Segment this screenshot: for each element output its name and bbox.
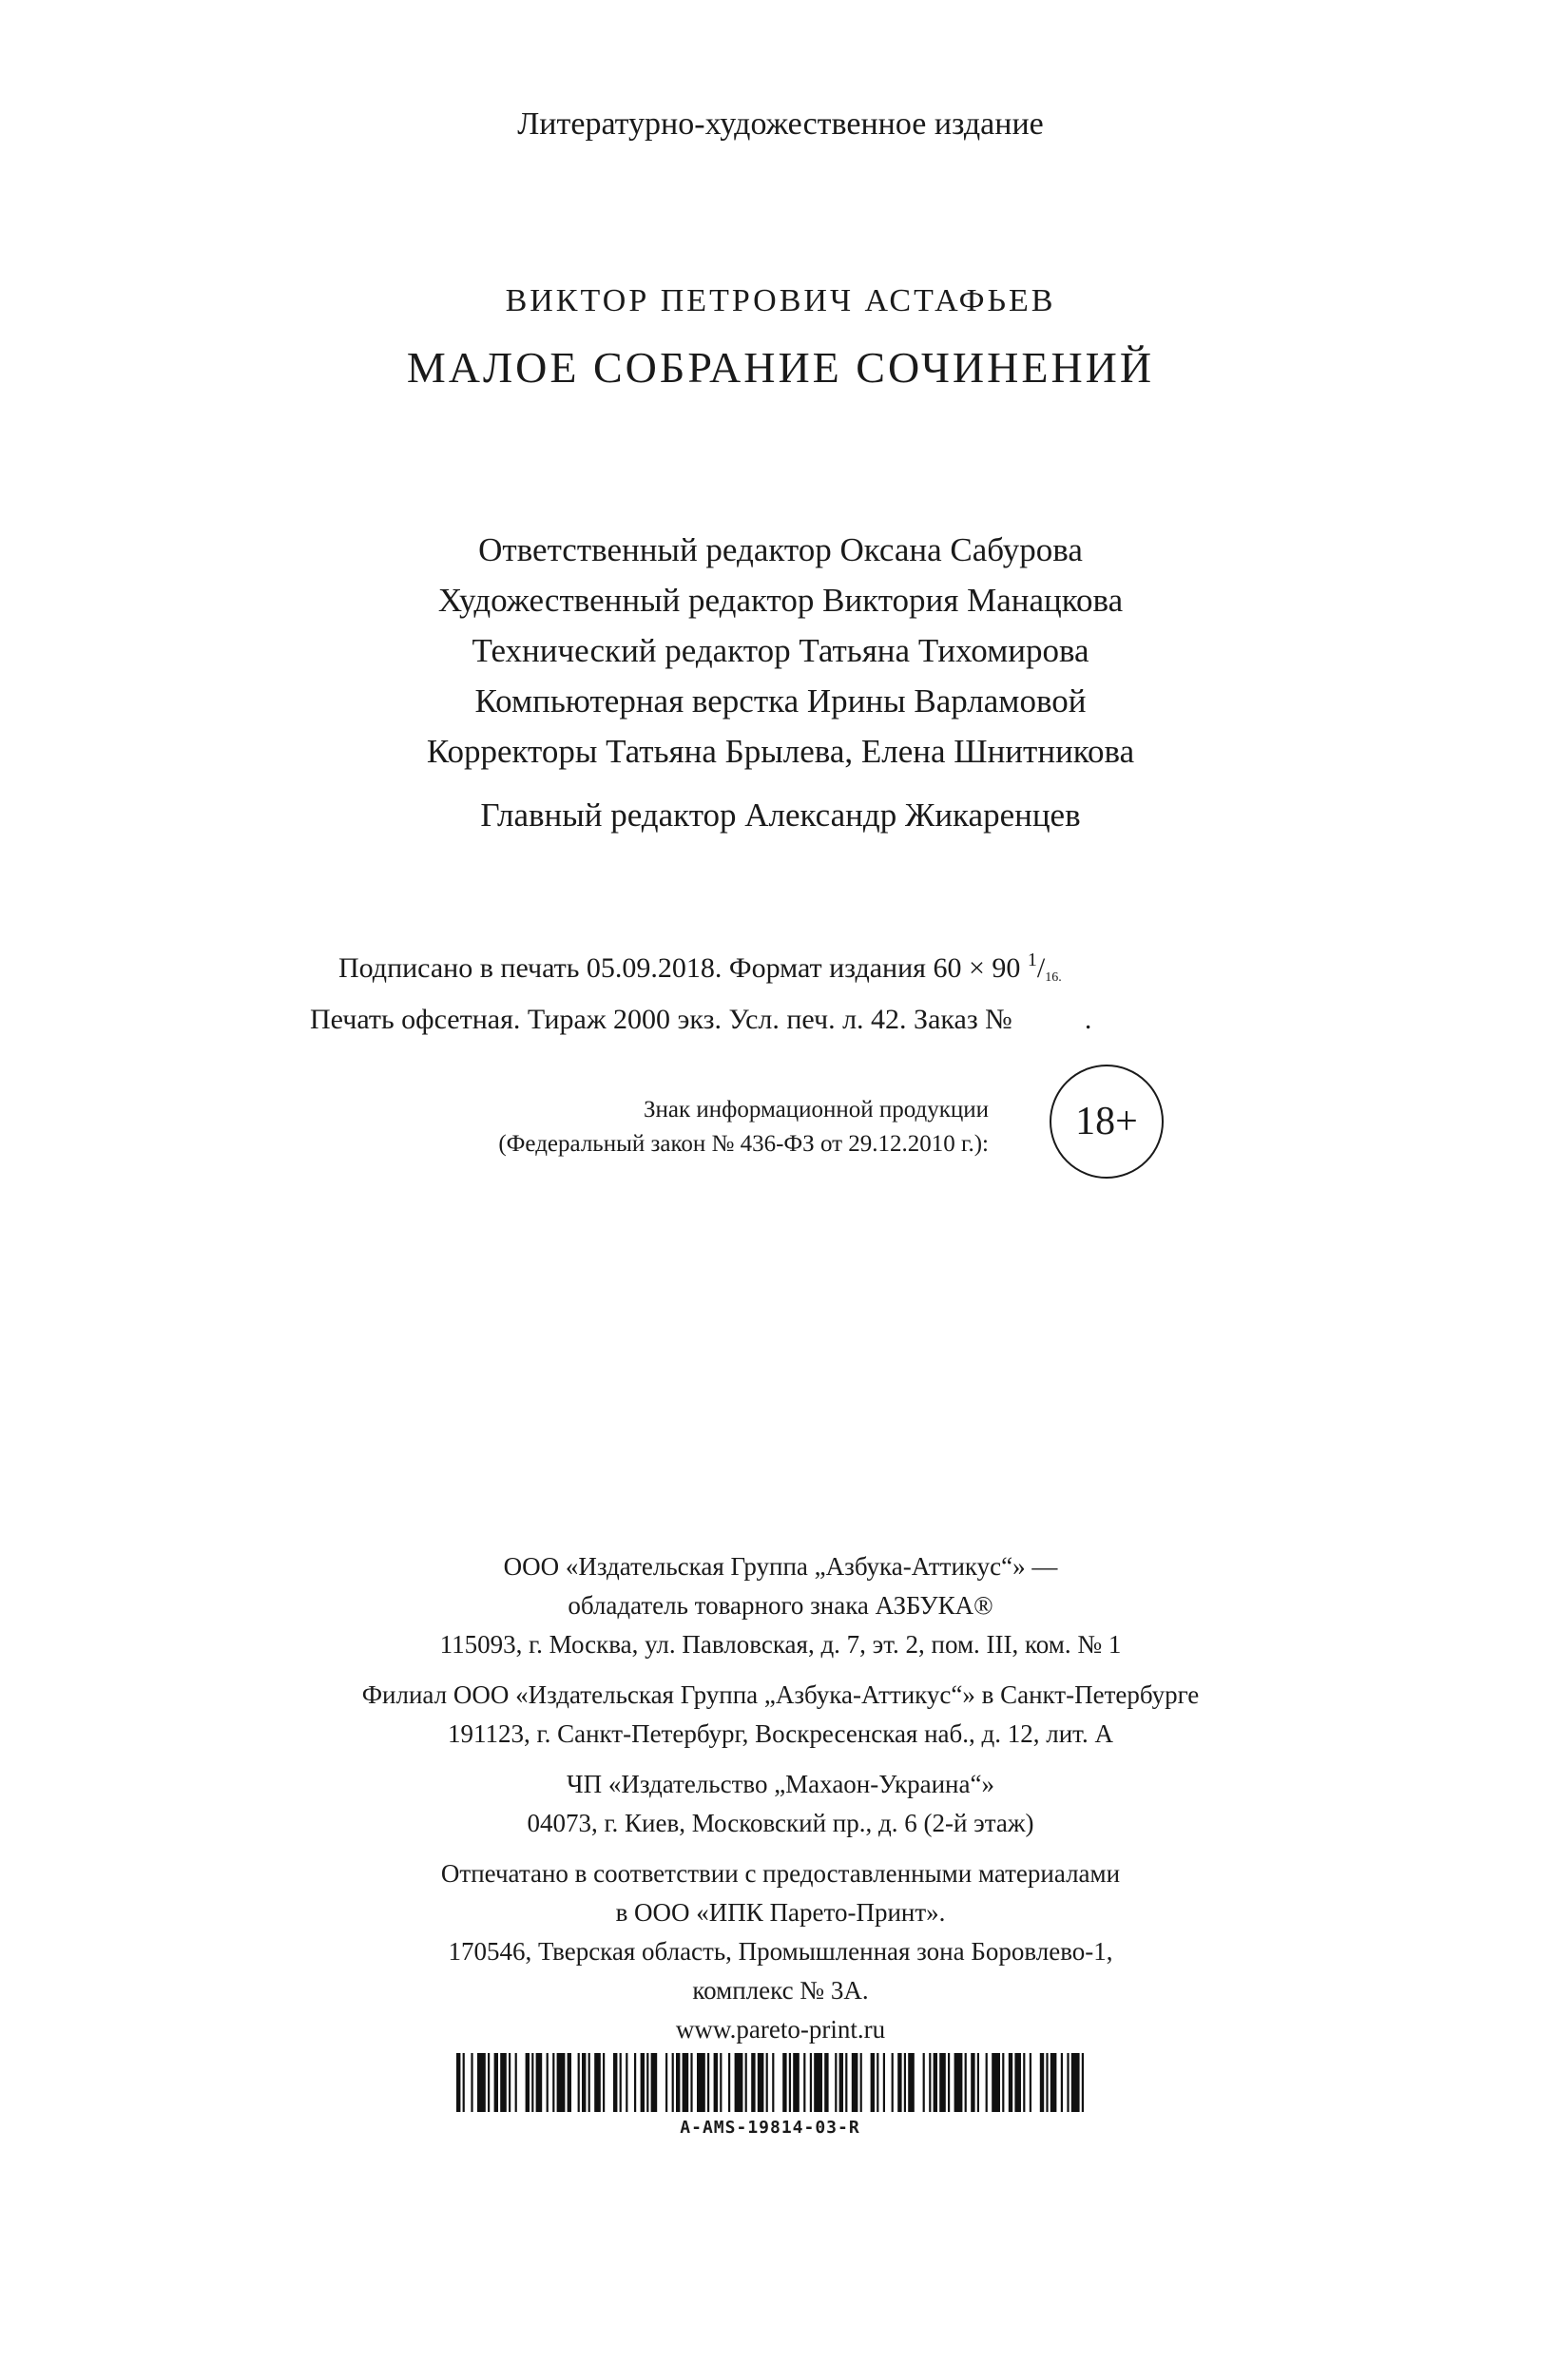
publisher-line: обладатель товарного знака АЗБУКА®: [568, 1591, 993, 1620]
barcode-bar: [814, 2053, 822, 2112]
barcode-bar: [986, 2053, 988, 2112]
barcode-bar: [531, 2053, 533, 2112]
barcode-bar: [977, 2053, 979, 2112]
printer-line: в ООО «ИПК Парето-Принт».: [615, 1898, 946, 1927]
order-number-end: .: [1084, 1004, 1092, 1035]
barcode-bar: [552, 2053, 554, 2112]
barcode-bar: [904, 2053, 906, 2112]
credits-block: [0, 525, 1561, 840]
barcode-bar: [934, 2053, 937, 2112]
format-slash: /: [1036, 952, 1046, 984]
ukraine-line: ЧП «Издательство „Махаон-Украина“»: [567, 1770, 994, 1798]
printer-line: 170546, Тверская область, Промышленная зона Боровлево-1,: [448, 1937, 1113, 1966]
barcode-bar: [526, 2053, 530, 2112]
barcode-bar: [923, 2053, 925, 2112]
barcode-bar: [1030, 2053, 1031, 2112]
barcode-bar: [929, 2053, 931, 2112]
barcode-bar: [620, 2053, 622, 2112]
branch-line: 191123, г. Санкт-Петербург, Воскресенская наб., д. 12, лит. А: [448, 1719, 1113, 1748]
barcode-bar: [676, 2053, 680, 2112]
barcode-bar: [1067, 2053, 1069, 2112]
author-name: ВИКТОР ПЕТРОВИЧ АСТАФЬЕВ: [505, 283, 1056, 318]
barcode-bar: [810, 2053, 812, 2112]
barcode-bar: [1002, 2053, 1004, 2112]
barcode-bar: [803, 2053, 805, 2112]
barcode-bar: [860, 2053, 862, 2112]
barcode-bar: [707, 2053, 709, 2112]
barcode-bar: [714, 2053, 718, 2112]
barcode-bar: [697, 2053, 705, 2112]
barcode-bar: [690, 2053, 692, 2112]
barcode-bar: [557, 2053, 566, 2112]
barcode-bar: [547, 2053, 549, 2112]
barcode-bar: [651, 2053, 658, 2112]
barcode-bar: [1046, 2053, 1048, 2112]
age-notice-line-2: (Федеральный закон № 436-ФЗ от 29.12.2010 г.):: [498, 1131, 989, 1157]
barcode-bar: [728, 2053, 730, 2112]
imprint-line-2: [310, 999, 1091, 1041]
format-fraction: [1028, 952, 1062, 984]
credit-line: Ответственный редактор Оксана Сабурова: [478, 531, 1083, 568]
barcode-bar: [626, 2053, 627, 2112]
print-imprint: [310, 939, 1092, 1041]
barcode-bar: [603, 2053, 605, 2112]
barcode-bar: [948, 2053, 950, 2112]
barcode-bar: [871, 2053, 875, 2112]
imprint-text-2: Печать офсетная. Тираж 2000 экз. Усл. печ. л. 42. Заказ №: [310, 1004, 1012, 1035]
ukraine-line: 04073, г. Киев, Московский пр., д. 6 (2-й этаж): [527, 1809, 1034, 1837]
barcode-bar: [1040, 2053, 1044, 2112]
publisher-line: 115093, г. Москва, ул. Павловская, д. 7, эт. 2, пом. III, ком. № 1: [439, 1630, 1122, 1659]
barcode-bar: [594, 2053, 601, 2112]
barcode-bar: [613, 2053, 617, 2112]
barcode-bar: [463, 2053, 465, 2112]
barcode-bar: [954, 2053, 963, 2112]
imprint-text-1: Подписано в печать 05.09.2018. Формат издания 60 × 90: [338, 952, 1021, 984]
barcode-bar: [494, 2053, 498, 2112]
edition-type: Литературно-художественное издание: [517, 106, 1044, 142]
barcode-bar: [758, 2053, 764, 2112]
barcode-bar: [839, 2053, 843, 2112]
barcode-bar: [1050, 2053, 1057, 2112]
format-end: .: [1058, 970, 1062, 985]
barcode-bar: [789, 2053, 791, 2112]
chief-editor: Главный редактор Александр Жикаренцев: [480, 797, 1081, 834]
barcode-bar: [1071, 2053, 1080, 2112]
barcode-bar: [908, 2053, 915, 2112]
barcode-bar: [897, 2053, 901, 2112]
barcode-bar: [735, 2053, 743, 2112]
barcode-bar: [824, 2053, 828, 2112]
barcode-bar: [877, 2053, 878, 2112]
credit-line: Технический редактор Татьяна Тихомирова: [472, 632, 1089, 669]
barcode-bar: [578, 2053, 580, 2112]
barcode-label: A-AMS-19814-03-R: [680, 2118, 860, 2138]
publisher-block: [0, 1547, 1561, 2049]
barcode-bar: [782, 2053, 786, 2112]
printer-line: Отпечатано в соответствии с предоставленными материалами: [440, 1859, 1121, 1888]
barcode-bar: [509, 2053, 511, 2112]
format-denominator: 16: [1045, 970, 1059, 985]
barcode-bar: [745, 2053, 747, 2112]
barcode-bar: [772, 2053, 774, 2112]
barcode-bar: [665, 2053, 667, 2112]
barcode-bar: [883, 2053, 885, 2112]
barcode-bar: [965, 2053, 967, 2112]
barcode-bar: [852, 2053, 858, 2112]
barcode-bar: [646, 2053, 648, 2112]
age-rating-notice: [361, 1093, 989, 1161]
barcode-bar: [634, 2053, 636, 2112]
format-numerator: 1: [1027, 950, 1037, 970]
barcode-bar: [1061, 2053, 1063, 2112]
age-notice-line-1: Знак информационной продукции: [643, 1097, 989, 1123]
publisher-line: ООО «Издательская Группа „Азбука-Аттикус“» —: [503, 1552, 1058, 1581]
book-title: МАЛОЕ СОБРАНИЕ СОЧИНЕНИЙ: [406, 343, 1155, 392]
barcode-bar: [1023, 2053, 1025, 2112]
credit-line: Художественный редактор Виктория Манацкова: [437, 582, 1124, 619]
barcode: [456, 2053, 1084, 2112]
barcode-bar: [939, 2053, 946, 2112]
barcode-bar: [1009, 2053, 1012, 2112]
credit-line: Компьютерная верстка Ирины Варламовой: [474, 682, 1087, 720]
barcode-bar: [720, 2053, 722, 2112]
barcode-bar: [515, 2053, 517, 2112]
barcode-bar: [992, 2053, 1000, 2112]
barcode-bar: [892, 2053, 894, 2112]
printer-website: www.pareto-print.ru: [675, 2015, 886, 2044]
barcode-bar: [471, 2053, 472, 2112]
imprint-line-1: [338, 939, 1091, 999]
barcode-bar: [477, 2053, 486, 2112]
barcode-bar: [672, 2053, 674, 2112]
barcode-bar: [536, 2053, 543, 2112]
printer-line: комплекс № 3А.: [692, 1976, 869, 2005]
barcode-bar: [793, 2053, 800, 2112]
barcode-bar: [456, 2053, 460, 2112]
barcode-bar: [500, 2053, 507, 2112]
barcode-bar: [641, 2053, 645, 2112]
branch-line: Филиал ООО «Издательская Группа „Азбука-Аттикус“» в Санкт-Петербурге: [361, 1680, 1200, 1709]
barcode-bar: [683, 2053, 689, 2112]
barcode-bar: [568, 2053, 571, 2112]
barcode-bar: [1082, 2053, 1084, 2112]
barcode-bar: [766, 2053, 768, 2112]
barcode-bar: [751, 2053, 755, 2112]
age-rating-badge: 18+: [1050, 1065, 1164, 1179]
barcode-bar: [971, 2053, 974, 2112]
credit-line: Корректоры Татьяна Брылева, Елена Шнитникова: [426, 733, 1135, 770]
barcode-bar: [488, 2053, 490, 2112]
barcode-bar: [588, 2053, 590, 2112]
barcode-bar: [835, 2053, 837, 2112]
barcode-bar: [845, 2053, 847, 2112]
barcode-bar: [1014, 2053, 1021, 2112]
barcode-bar: [582, 2053, 586, 2112]
